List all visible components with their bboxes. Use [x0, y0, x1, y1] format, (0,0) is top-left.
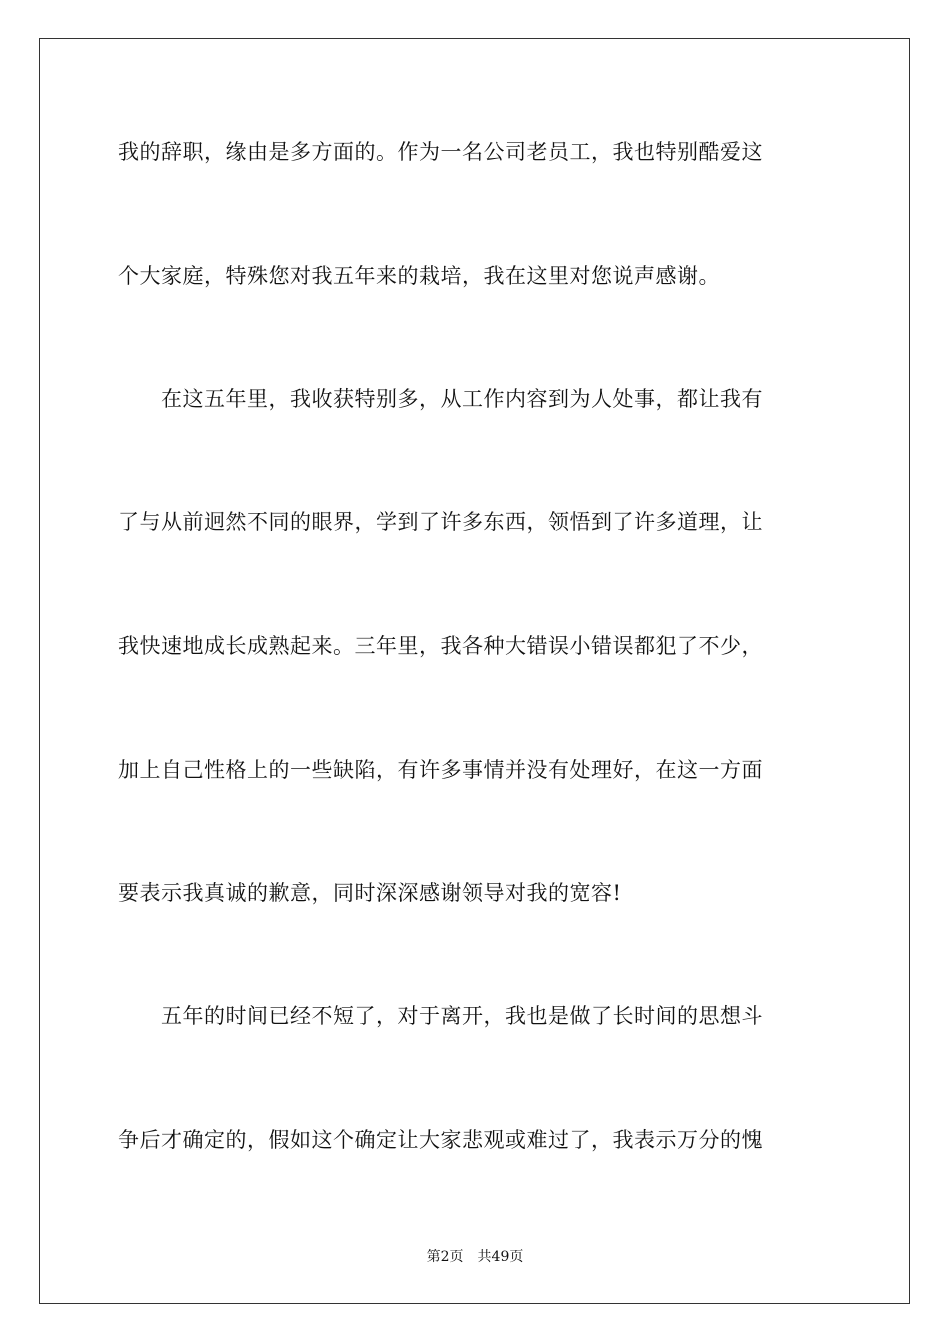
- text-line: 我快速地成长成熟起来。三年里，我各种大错误小错误都犯了不少，: [118, 634, 763, 658]
- page-footer: [0, 1247, 950, 1267]
- text-line: 个大家庭，特殊您对我五年来的栽培，我在这里对您说声感谢。: [118, 264, 720, 288]
- text-line: 五年的时间已经不短了，对于离开，我也是做了长时间的思想斗: [118, 1004, 763, 1028]
- text-line: 在这五年里，我收获特别多，从工作内容到为人处事，都让我有: [118, 387, 763, 411]
- text-line: 了与从前迥然不同的眼界，学到了许多东西，领悟到了许多道理，让: [118, 510, 763, 534]
- text-line: 争后才确定的，假如这个确定让大家悲观或难过了，我表示万分的愧: [118, 1128, 763, 1152]
- text-line: 要表示我真诚的歉意，同时深深感谢领导对我的宽容!: [118, 881, 622, 905]
- page-total: 共49页: [477, 1249, 524, 1265]
- text-line: 我的辞职，缘由是多方面的。作为一名公司老员工，我也特别酷爱这: [118, 140, 763, 164]
- page-number: 第2页: [426, 1249, 464, 1265]
- page-border: [39, 38, 910, 1304]
- text-line: 加上自己性格上的一些缺陷，有许多事情并没有处理好，在这一方面: [118, 758, 763, 782]
